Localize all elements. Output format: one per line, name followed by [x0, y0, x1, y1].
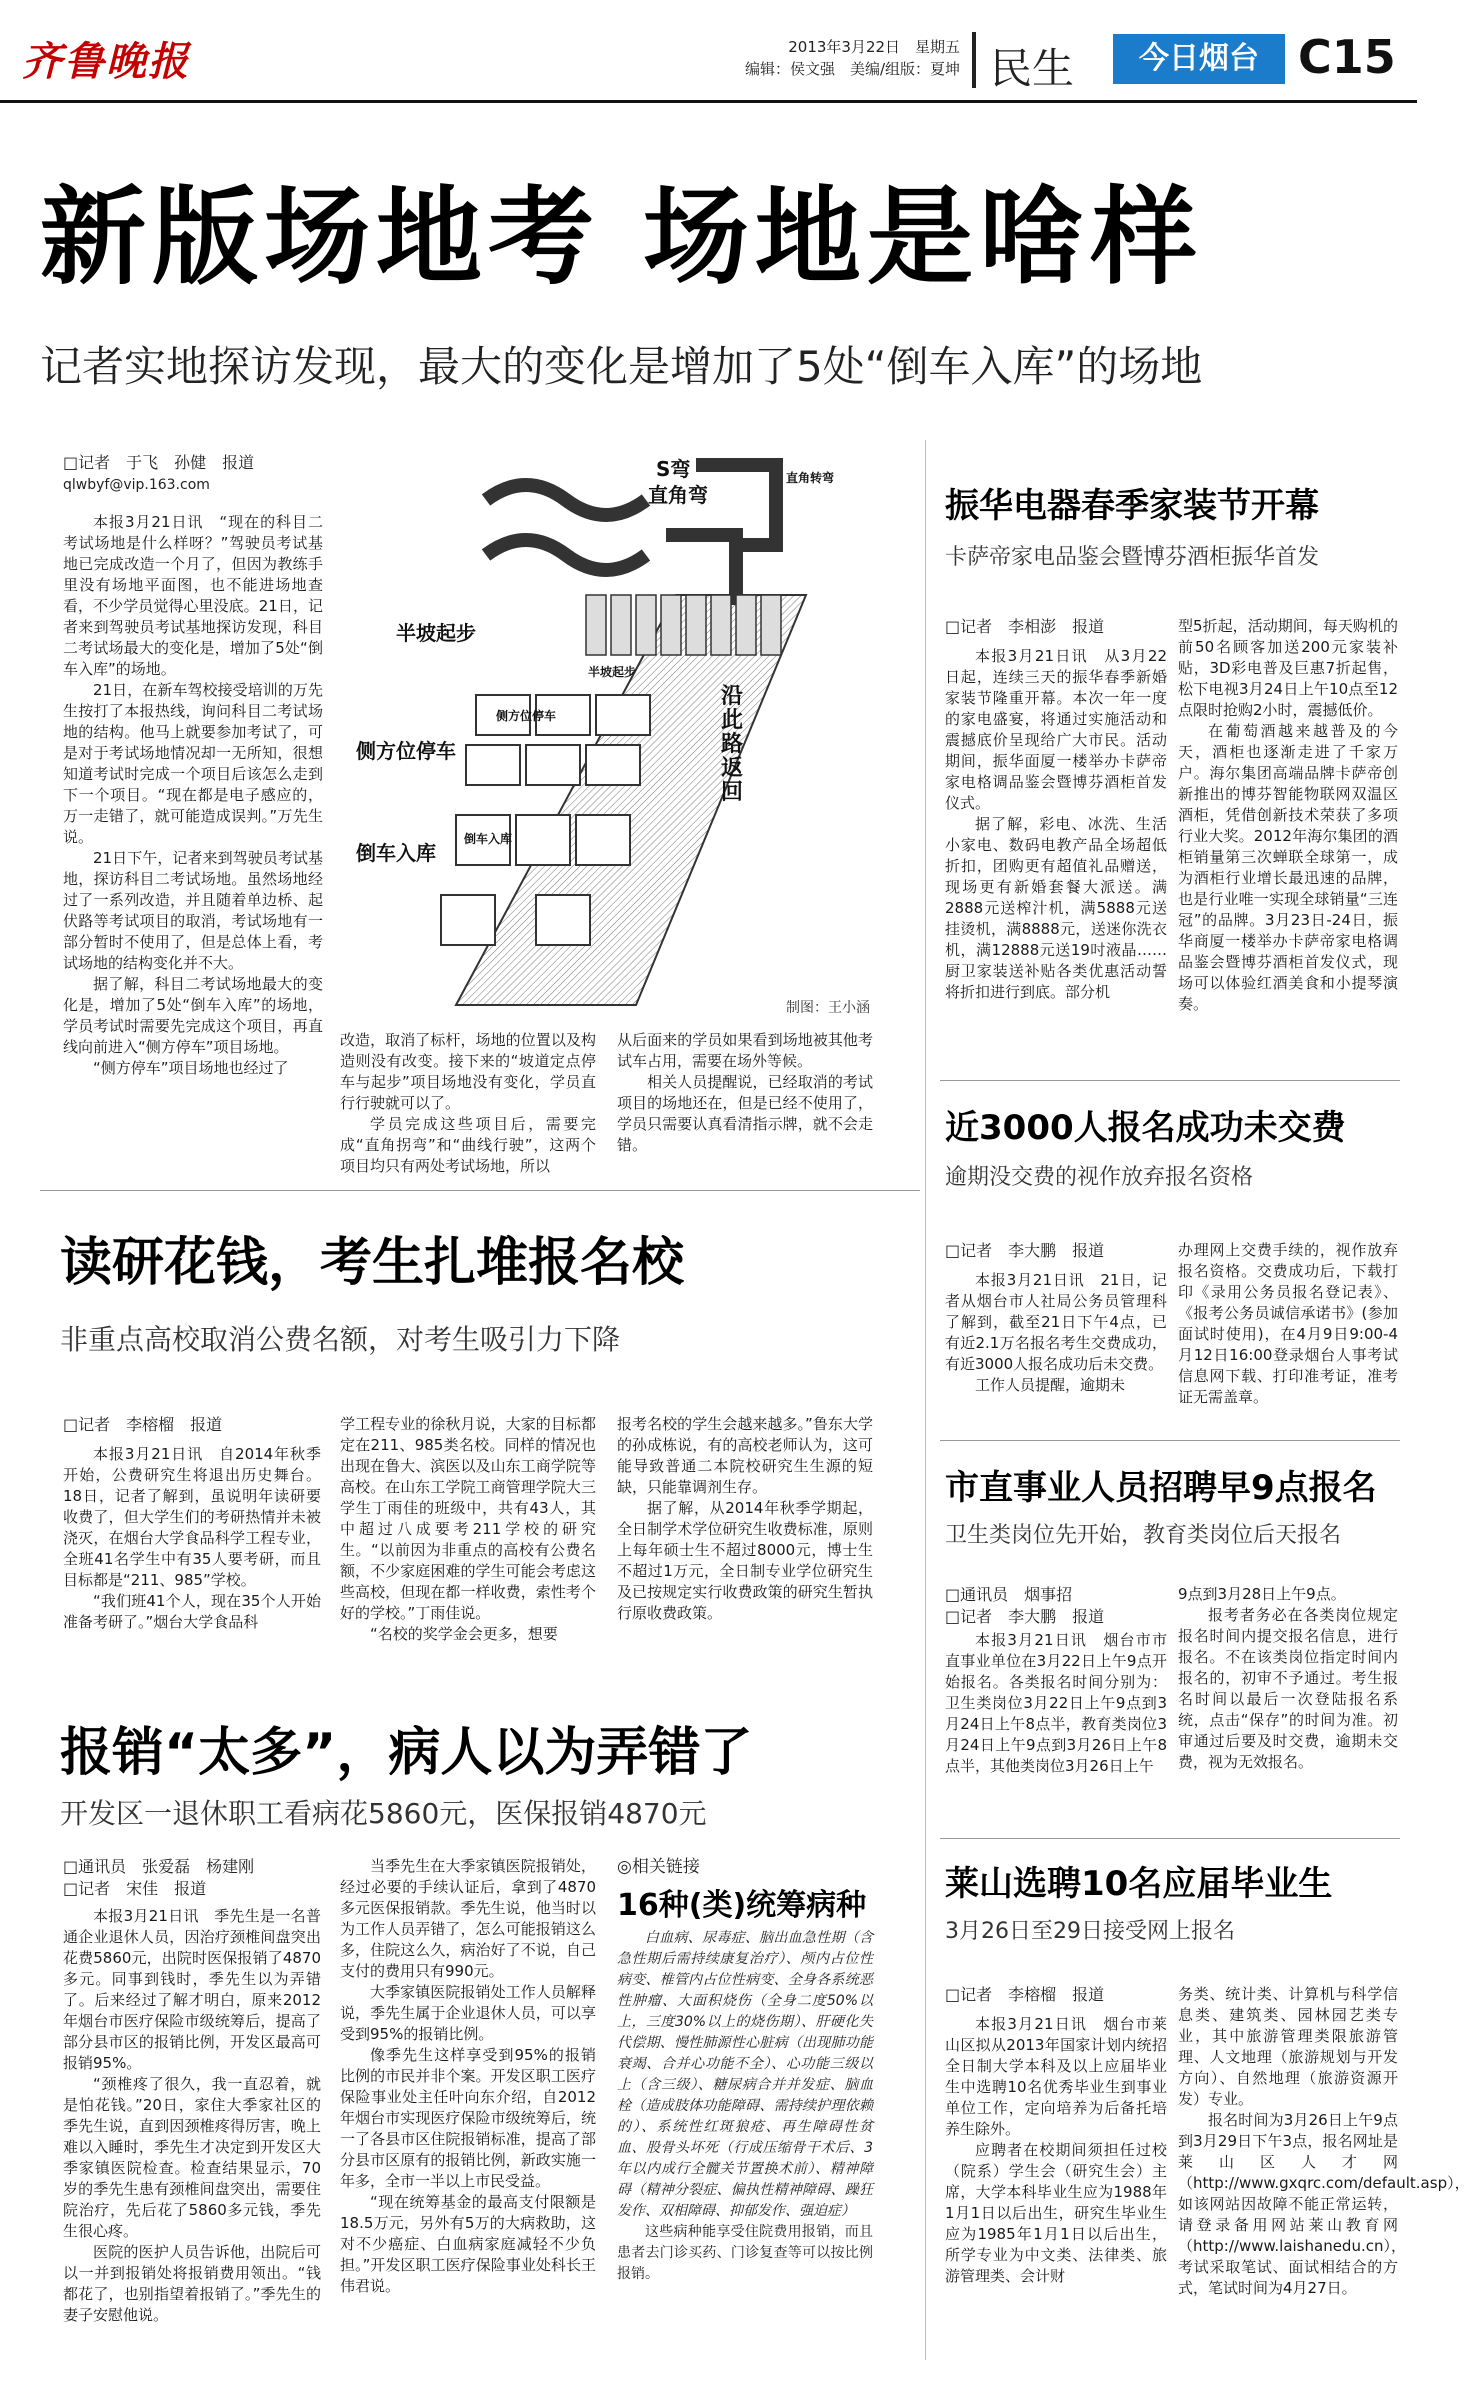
story3-paragraph: 医院的医护人员告诉他，出院后可以一并到报销处将报销费用领出。“钱都花了，也别指望着报销了。”季先生的妻子安慰他说。 [63, 2243, 321, 2324]
right-a1-column-1 [945, 646, 1167, 1066]
header-rule [0, 100, 1417, 103]
label-s-curve: S弯 [656, 457, 691, 481]
label-side-parking: 侧方位停车 [356, 739, 456, 763]
related-link-body [617, 1928, 873, 2368]
right-a2-headline: 近3000人报名成功未交费 [945, 1108, 1346, 1148]
story2-byline: □记者 李榕榴 报道 [63, 1415, 223, 1434]
right-a3-paragraph: 报考者务必在各类岗位规定报名时间内提交报名信息，进行报名。不在该类岗位指定时间内报名的，初审不予通过。考生报名时间以最后一次登陆报名系统，点击“保存”的时间为准。初审通过后要及时交费，逾期未交费，视为无效报名。 [1178, 1606, 1398, 1771]
story3-byline-1: □通讯员 张爱磊 杨建刚 [63, 1857, 255, 1876]
label-right-turn: 直角转弯 [786, 471, 835, 485]
lead-paragraph: 本报3月21日讯 “现在的科目二考试场地是什么样呀？”驾驶员考试基地已完成改造一个月了，但因为教练手里没有场地平面图，也不能进场地查看，不少学员觉得心里没底。21日，记者来到驾驶员考试基地探访发现，科目二考试场最大的变化是，增加了5处“倒车入库”的场地。 [63, 513, 323, 678]
lead-paragraph: 改造，取消了标杆，场地的位置以及构造则没有改变。接下来的“坡道定点停车与起步”项目场地没有变化，学员直行行驶就可以了。 [340, 1031, 596, 1112]
right-a4-paragraph: 应聘者在校期间须担任过校（院系）学生会（研究生会）主席，大学本科毕业生应为1988年1月1日以后出生，研究生毕业生应为1985年1月1日以后出生，所学专业为中文类、法律类、旅游管理类、会计财 [945, 2141, 1167, 2285]
right-a2-byline: □记者 李大鹏 报道 [945, 1241, 1105, 1260]
lead-paragraph: 21日下午，记者来到驾驶员考试基地，探访科目二考试场地。虽然场地经过了一系列改造，并且随着单边桥、起伏路等考试项目的取消，考试场地有一部分暂时不使用了，但是总体上看，考试场地的结构变化并不大。 [63, 849, 323, 972]
right-a4-byline: □记者 李榕榴 报道 [945, 1985, 1105, 2004]
section-rule [940, 1838, 1400, 1839]
label-reverse-parking: 倒车入库 [356, 841, 436, 865]
story2-paragraph: 报考名校的学生会越来越多。”鲁东大学的孙成栋说，有的高校老师认为，这可能导致普通二本院校研究生生源的短缺，只能靠调剂生存。 [617, 1415, 873, 1496]
story2-subheadline: 非重点高校取消公费名额，对考生吸引力下降 [60, 1323, 621, 1356]
header-meta [745, 36, 960, 80]
right-a3-column-1 [945, 1630, 1167, 1820]
lead-column-1 [63, 512, 323, 1172]
right-a4-subheadline: 3月26日至29日接受网上报名 [945, 1919, 1235, 1944]
story3-paragraph: 当季先生在大季家镇医院报销处，经过必要的手续认证后，拿到了4870多元医保报销款。季先生说，他当时以为工作人员弄错了，怎么可能报销这么多，住院这么久，病治好了不说，自己支付的费用只有990元。 [340, 1857, 596, 1980]
header-divider [972, 32, 976, 88]
story2-paragraph: 本报3月21日讯 自2014年秋季开始，公费研究生将退出历史舞台。18日，记者了解到，虽说明年读研要收费了，但大学生们的考研热情并未被浇灭，在烟台大学食品科学工程专业，全班41名学生中有35人要考研，而且目标都是“211、985”学校。 [63, 1445, 321, 1589]
label-reverse-parking-box: 倒车入库 [464, 832, 513, 846]
section-name: 民生 [990, 44, 1075, 93]
lead-headline: 新版场地考 场地是啥样 [40, 176, 1203, 299]
lead-column-3 [617, 1030, 873, 1180]
lead-paragraph: 相关人员提醒说，已经取消的考试项目的场地还在，但是已经不使用了，学员只需要认真看清指示牌，就不会走错。 [617, 1073, 873, 1154]
story3-paragraph: “颈椎疼了很久，我一直忍着，就是怕花钱。”20日，家住大季家社区的季先生说，直到因颈椎疼得厉害，晚上难以入睡时，季先生才决定到开发区大季家镇医院检查。检查结果显示，70岁的季先生患有颈椎间盘突出，需要住院治疗，先后花了5860多元钱，季先生很心疼。 [63, 2075, 321, 2240]
right-a4-paragraph: 本报3月21日讯 烟台市莱山区拟从2013年国家计划内统招全日制大学本科及以上应届毕业生中选聘10名优秀毕业生到事业单位工作，定向培养为后备托培养生除外。 [945, 2015, 1167, 2138]
right-a3-subheadline: 卫生类岗位先开始，教育类岗位后天报名 [945, 1523, 1342, 1548]
right-a4-headline: 莱山选聘10名应届毕业生 [945, 1864, 1333, 1904]
right-a1-column-2 [1178, 616, 1398, 1066]
right-a1-paragraph: 型5折起，活动期间，每天购机的前50名顾客加送200元家装补贴，3D彩电普及巨惠7折起售，松下电视3月24日上午10点至12点限时抢购2小时，震撼低价。 [1178, 617, 1398, 719]
right-a2-subheadline: 逾期没交费的视作放弃报名资格 [945, 1165, 1254, 1190]
related-note: 这些病种能享受住院费用报销，而且患者去门诊买药、门诊复查等可以按比例报销。 [617, 2224, 873, 2282]
lead-paragraph: 从后面来的学员如果看到场地被其他考试车占用，需要在场外等候。 [617, 1031, 873, 1070]
edition-badge: 今日烟台 [1113, 34, 1285, 84]
label-return-road: 沿此路返回 [721, 684, 744, 805]
right-a3-byline [945, 1584, 1104, 1628]
lead-column-2 [340, 1030, 596, 1180]
right-a1-headline: 振华电器春季家装节开幕 [945, 486, 1319, 526]
label-right-angle: 直角弯 [648, 483, 708, 507]
story3-byline [63, 1856, 254, 1900]
label-side-parking-box: 侧方位停车 [496, 709, 557, 723]
right-a1-paragraph: 本报3月21日讯 从3月22日起，连续三天的振华春季新婚家装节隆重开幕。本次一年一度的家电盛宴，将通过实施活动和震撼底价呈现给广大市民。活动期间，振华面厦一楼举办卡萨帝家电格调品鉴会暨博芬酒柜首发仪式。 [945, 647, 1167, 812]
right-a2-paragraph: 本报3月21日讯 21日，记者从烟台市人社局公务员管理科了解到，截至21日下午4点，已有近2.1万名报名考生交费成功，有近3000人报名成功后未交费。 [945, 1271, 1167, 1373]
right-a1-byline: □记者 李相澎 报道 [945, 617, 1105, 636]
page-editors: 编辑：侯文强 美编/组版：夏坤 [745, 60, 961, 78]
related-disease-list: 白血病、尿毒症、脑出血急性期（含急性期后需持续康复治疗）、颅内占位性病变、椎管内占位性病变、全身各系统恶性肿瘤、大面积烧伤（全身二度50%以上，三度30%以上的烧伤期）、肝硬化失代偿期、慢性肺源性心脏病（出现肺功能衰竭、合并心功能不全）、心功能三级以上（含三级）、糖尿病合并并发症、脑血栓（造成肢体功能障碍、需持续护理依赖的）、系统性红斑狼疮、再生障碍性贫血、股骨头坏死（行成压缩骨干术后、3年以内成行全髋关节置换术前）、精神障碍（精神分裂症、偏执性精神障碍、躁狂发作、双相障碍、抑郁发作、强迫症） [617, 1930, 873, 2219]
exam-site-illustration [336, 445, 932, 1023]
issue-date: 2013年3月22日 星期五 [788, 38, 961, 56]
story2-paragraph: 学工程专业的徐秋月说，大家的目标都定在211、985类名校。同样的情况也出现在鲁大、滨医以及山东工商学院等高校。在山东工学院工商管理学院大三学生丁雨佳的班级中，共有43人，其中超过八成要考211学校的研究生。“以前因为非重点的高校有公费名额，不少家庭困难的学生可能会考虑这些高校，但现在都一样收费，索性考个好的学校。”丁雨佳说。 [340, 1415, 596, 1622]
story2-column-2 [340, 1414, 596, 1664]
story2-paragraph: “我们班41个人，现在35个人开始准备考研了。”烟台大学食品科 [63, 1592, 321, 1631]
section-rule [940, 1440, 1400, 1441]
story3-paragraph: 大季家镇医院报销处工作人员解释说，季先生属于企业退休人员，可以享受到95%的报销比例。 [340, 1983, 596, 2043]
column-divider [925, 440, 926, 2360]
right-a3-byline-2: □记者 李大鹏 报道 [945, 1607, 1105, 1626]
right-a4-column-2 [1178, 1984, 1470, 2368]
right-a2-paragraph: 工作人员提醒，逾期未 [975, 1376, 1126, 1394]
page-number: C15 [1298, 30, 1396, 84]
label-hill-start: 半坡起步 [396, 621, 476, 645]
story2-column-3 [617, 1414, 873, 1664]
lead-paragraph: 21日，在新车驾校接受培训的万先生按打了本报热线，询问科目二考试场地的结构。他马上就要参加考试了，可是对于考试场地情况却一无所知，很想知道考试时完成一个项目后该怎么走到下一个项目。“现在都是电子感应的，万一走错了，就可能造成误判。”万先生说。 [63, 681, 323, 846]
story2-column-1 [63, 1444, 321, 1664]
right-a2-column-1 [945, 1270, 1167, 1420]
story3-paragraph: 像季先生这样享受到95%的报销比例的市民并非个案。开发区职工医疗保险事业处主任叶向东介绍，自2012年烟台市实现医疗保险市级统筹后，统一了各县市区住院报销标准，提高了部分县市区原有的报销比例，新政实施一年多，全市一半以上市民受益。 [340, 2046, 596, 2190]
story3-paragraph: 本报3月21日讯 季先生是一名普通企业退休人员，因治疗颈椎间盘突出花费5860元，出院时医保报销了4870多元。同事到钱时，季先生以为弄错了。后来经过了解才明白，原来2012年烟台市医疗保险市级统筹后，提高了部分县市区的报销比例，开发区最高可报销95%。 [63, 1907, 321, 2072]
story3-subheadline: 开发区一退休职工看病花5860元，医保报销4870元 [60, 1797, 707, 1830]
lead-byline [63, 452, 254, 496]
right-a3-headline: 市直事业人员招聘早9点报名 [945, 1468, 1377, 1508]
right-a4-column-1 [945, 2014, 1167, 2368]
section-rule [940, 1080, 1400, 1081]
story2-headline: 读研花钱，考生扎堆报名校 [60, 1233, 685, 1293]
lead-paragraph: “侧方停车”项目场地也经过了 [93, 1059, 289, 1077]
right-a1-paragraph: 据了解，彩电、冰洗、生活小家电、数码电教产品全场超低折扣，团购更有超值礼品赠送，现场更有新婚套餐大派送。满2888元送榨汁机，满5888元送挂烫机，满8888元，送迷你洗衣机，满12888元送19吋液晶……厨卫家装送补贴各类优惠活动誓将折扣进行到底。部分机 [945, 815, 1167, 1001]
story3-paragraph: “现在统筹基金的最高支付限额是18.5万元，另外有5万的大病救助，这对不少癌症、白血病家庭减轻不少负担。”开发区职工医疗保险事业处科长王伟君说。 [340, 2193, 596, 2295]
label-hill-start-slot: 半坡起步 [588, 665, 637, 679]
illustration-credit: 制图：王小涵 [786, 1000, 870, 1016]
lead-email: qlwbyf@vip.163.com [63, 477, 210, 493]
lead-paragraph: 据了解，科目二考试场地最大的变化是，增加了5处“倒车入库”的场地，学员考试时需要先完成这个项目，再直线向前进入“侧方停车”项目场地。 [63, 975, 323, 1056]
right-a2-paragraph: 办理网上交费手续的，视作放弃报名资格。交费成功后，下载打印《录用公务员报名登记表》、《报考公务员诚信承诺书》(参加面试时使用)，在4月9日9:00-4月12日16:00登录烟台人事考试信息网下载、打印准考证，准考证无需盖章。 [1178, 1241, 1398, 1406]
masthead-logo: 齐鲁晚报 [22, 38, 190, 85]
lead-paragraph: 学员完成这些项目后，需要完成“直角拐弯”和“曲线行驶”，这两个项目均只有两处考试场地，所以 [340, 1115, 596, 1175]
right-a4-paragraph: 报名时间为3月26日上午9点到3月29日下午3点，报名网址是莱山区人才网（http://www.gxqrc.com/default.asp），如该网站因故障不能正常运转，请登录备用网站莱山教育网（http://www.laishanedu.cn），考试采取笔试、面试相结合的方式，笔试时间为4月27日。 [1178, 2111, 1470, 2297]
right-a3-column-2 [1178, 1584, 1398, 1820]
right-a1-subheadline: 卡萨帝家电品鉴会暨博芬酒柜振华首发 [945, 545, 1320, 570]
story3-byline-2: □记者 宋佳 报道 [63, 1879, 207, 1898]
story3-headline: 报销“太多”，病人以为弄错了 [60, 1723, 753, 1783]
right-a3-paragraph: 9点到3月28日上午9点。 [1178, 1585, 1346, 1603]
section-rule [40, 1190, 920, 1191]
related-link-title: 16种(类)统筹病种 [617, 1888, 867, 1923]
right-a3-byline-1: □通讯员 烟事招 [945, 1585, 1073, 1604]
lead-byline-text: □记者 于飞 孙健 报道 [63, 453, 255, 472]
story2-paragraph: “名校的奖学金会更多，想要 [370, 1625, 558, 1643]
story3-column-1 [63, 1906, 321, 2366]
related-link-tag: ◎相关链接 [617, 1857, 700, 1877]
right-a1-paragraph: 在葡萄酒越来越普及的今天，酒柜也逐渐走进了千家万户。海尔集团高端品牌卡萨帝创新推出的博芬智能物联网双温区酒柜，凭借创新技术荣获了多项行业大奖。2012年海尔集团的酒柜销量第三次蝉联全球第一，成为酒柜行业增长最迅速的品牌，也是行业唯一实现全球销量“三连冠”的品牌。3月23日-24日，振华商厦一楼举办卡萨帝家电格调品鉴会暨博芬酒柜首发仪式，现场可以体验红酒美食和小提琴演奏。 [1178, 722, 1398, 1013]
story3-column-2 [340, 1856, 596, 2366]
right-a2-column-2 [1178, 1240, 1398, 1420]
lead-subheadline: 记者实地探访发现，最大的变化是增加了5处“倒车入库”的场地 [40, 342, 1203, 391]
story2-paragraph: 据了解，从2014年秋季学期起，全日制学术学位研究生收费标准，原则上每年硕士生不超过8000元，博士生不超过1万元，全日制专业学位研究生及已按规定实行收费政策的研究生暂执行原收费政策。 [617, 1499, 873, 1622]
right-a4-paragraph: 务类、统计类、计算机与科学信息类、建筑类、园林园艺类专业，其中旅游管理类限旅游管理、人文地理（旅游规划与开发方向）、自然地理（旅游资源开发）专业。 [1178, 1985, 1398, 2108]
right-a3-paragraph: 本报3月21日讯 烟台市市直事业单位在3月22日上午9点开始报名。各类报名时间分别为：卫生类岗位3月22日上午9点到3月24日上午8点半，教育类岗位3月24日上午9点到3月26日上午8点半，其他类岗位3月26日上午 [945, 1631, 1167, 1775]
exam-site-diagram [336, 445, 932, 1023]
